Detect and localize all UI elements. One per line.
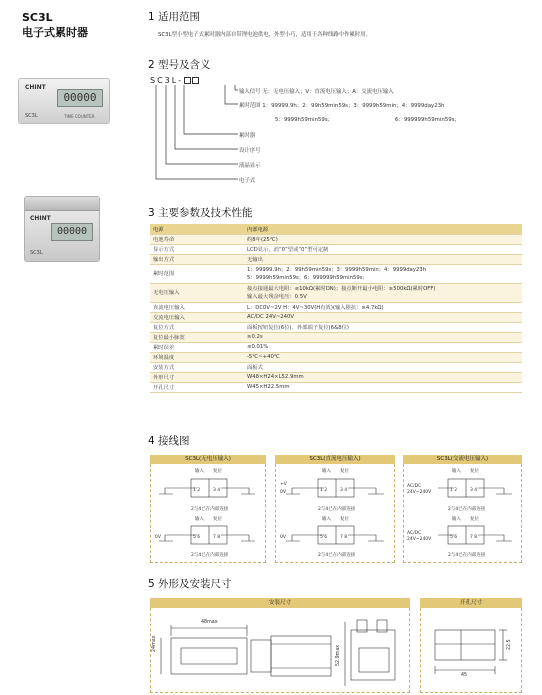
cutout-width: 45 (461, 673, 468, 678)
model-line-range-6: 6：999999h59min59s； (395, 117, 460, 123)
table-row: 电源 内部电源 (150, 224, 522, 234)
model-line-counter: 累时器 (239, 133, 256, 139)
wiring-panel-no-voltage (150, 455, 266, 563)
dim-height: 24max (152, 635, 157, 652)
section-1-text: SC3L型小型电子式累时器内部自带锂电池供电，外型小巧，适用于各种线路中作累时用。 (158, 32, 372, 38)
table-row: 复位最小脉宽 ≥0.2s (150, 332, 522, 342)
table-row: 累时误差 ≤0.01% (150, 342, 522, 352)
cutout-height: 22.5 (507, 639, 512, 650)
section-2-title: 2 型号及含义 (148, 59, 211, 71)
lcd-display: 00000 (57, 89, 103, 107)
parameters-table (150, 224, 522, 393)
table-row: 直流电压输入 L：DC0V~2V H：4V~30V(H有效)(输入阻抗：≥4.7kΩ) (150, 302, 522, 312)
wiring-panel-title: SC3L(交流电压输入) (403, 455, 522, 464)
dim-length: 52.9max (336, 644, 341, 666)
page-title (22, 10, 142, 40)
table-row: 电池寿命 约8年(25℃) (150, 234, 522, 244)
lcd-display-2: 00000 (51, 223, 93, 241)
install-dimension-panel (150, 608, 410, 693)
photo-sub-label: TIME COUNTER (64, 114, 95, 119)
section-5-title: 5 外形及安装尺寸 (148, 578, 232, 590)
wiring-panel-body: 输入 复位 1 2 3 4 2与4已在内部连接 输入 复位 5 6 7 8 0V 2与4已在内部连接 (150, 464, 266, 563)
dim-width: 48max (201, 620, 218, 625)
model-code-text: SC3L- (150, 76, 183, 85)
wiring-panel-ac-voltage (403, 455, 522, 563)
section-3-title: 3 主要参数及技术性能 (148, 207, 253, 219)
install-dimension-bar: 安装尺寸 (150, 598, 410, 608)
table-row: 显示方式 LCD显示，消“0”型或“0”型可定制 (150, 244, 522, 254)
cutout-dimension-panel (420, 608, 522, 693)
model-line-design: 设计序号 (239, 148, 261, 154)
photo-label-2: SC3L (30, 250, 43, 256)
wiring-diagram-2 (276, 464, 394, 562)
table-row: 交流电压输入 AC/DC 24V~240V (150, 312, 522, 322)
wiring-panel-title: SC3L(无电压输入) (150, 455, 266, 464)
table-row: 无电压输入 接点接通最大电阻：≤10kΩ(累时ON)；接点断开最小电阻：≥500kΩ(累时OFF) 输入最大残余电压：0.5V (150, 283, 522, 302)
model-line-range-5: 5：9999h59min59s； (275, 117, 334, 123)
model-line-electronic: 电子式 (239, 178, 256, 184)
model-line-input: 输入信号 无：无电压输入；V：直流电压输入；A：交流电压输入 (239, 89, 394, 95)
wiring-panel-title: SC3L(直流电压输入) (275, 455, 395, 464)
table-row: 累时范围 1：99999.9h；2：99h59min59s；3：9999h59min；4：9999day23h 5：9999h59min59s；6：999999h59min59s； (150, 264, 522, 283)
table-row: 安装方式 面板式 (150, 362, 522, 372)
table-row: 复位方式 面板按钮复位(6位)、外部端子复位(6&8位) (150, 322, 522, 332)
product-model: SC3L (22, 11, 53, 24)
product-photo-angle (24, 196, 100, 262)
cutout-drawing (421, 608, 521, 692)
wiring-diagram-3 (404, 464, 521, 562)
wiring-panel-dc-voltage (275, 455, 395, 563)
section-1-title: 1 适用范围 (148, 11, 201, 23)
table-row: 输出方式 无输出 (150, 254, 522, 264)
brand-logo: CHINT (25, 84, 46, 91)
model-bracket-lines (150, 82, 250, 192)
install-dimension-drawing (151, 608, 409, 692)
wiring-diagram-1 (151, 464, 265, 562)
table-row: 开孔尺寸 W45×H22.5mm (150, 382, 522, 392)
table-row: 外形尺寸 W48×H24×L52.9mm (150, 372, 522, 382)
unit-top-face (25, 197, 99, 211)
product-photo-front (18, 78, 110, 124)
cutout-dimension-bar: 开孔尺寸 (420, 598, 522, 608)
wiring-panel-body: 输入 复位 +V 0V 1 2 3 4 2与4已在内部连接 输入 复位 0V 5 6 7 8 2与4已在内部连接 (275, 464, 395, 563)
model-line-lcd: 液晶显示 (239, 163, 261, 169)
section-4-title: 4 接线图 (148, 435, 190, 447)
photo-label: SC3L (25, 113, 38, 119)
model-line-range: 累时范围 1：99999.9h；2：99h59min59s；3：9999h59min；4：9999day23h (239, 103, 445, 109)
brand-logo-2: CHINT (30, 215, 51, 222)
product-name: 电子式累时器 (22, 26, 88, 39)
wiring-panel-body: 输入 复位 AC/DC 24V~240V 1 2 3 4 2与4已在内部连接 输入 复位 AC/DC 24V~240V 5 6 7 8 2与4已在内部连接 (403, 464, 522, 563)
table-row: 环境温度 -5℃~+40℃ (150, 352, 522, 362)
